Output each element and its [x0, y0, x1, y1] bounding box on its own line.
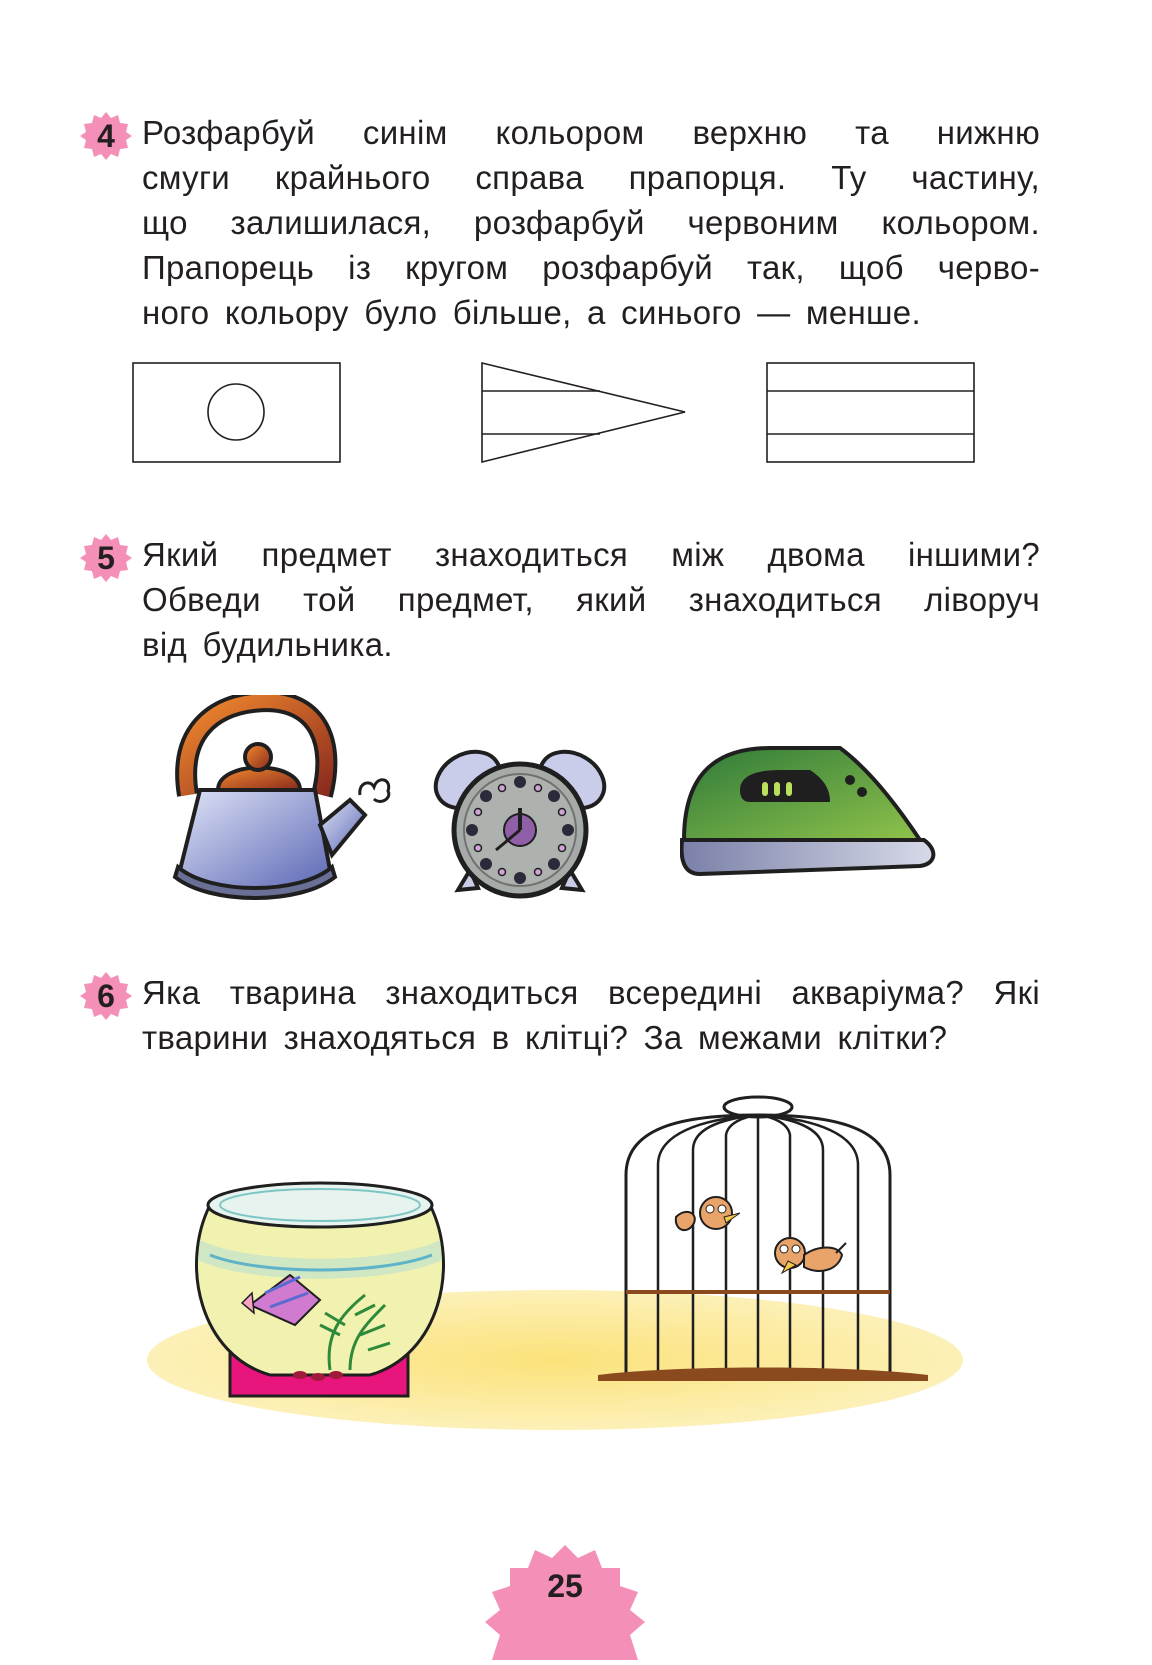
text-line: що залишилася, розфарбуй червоним кольором.: [142, 204, 1040, 241]
text-line: Обведи той предмет, який знаходиться ліворуч: [142, 581, 1040, 618]
page-number: 25: [547, 1568, 583, 1604]
text-line: від будильника.: [142, 626, 393, 663]
text-line: Розфарбуй синім кольором верхню та нижню: [142, 114, 1040, 151]
text-line: Який предмет знаходиться між двома іншими?: [142, 536, 1040, 573]
task-number: 4: [97, 118, 115, 154]
task-instructions: [142, 110, 1040, 335]
task-number: 6: [97, 978, 115, 1014]
fishbowl-icon[interactable]: [190, 1165, 450, 1405]
text-line: тварини знаходяться в клітці? За межами клітки?: [142, 1019, 948, 1056]
flag-pennant-icon[interactable]: [480, 362, 690, 466]
flag-circle-icon[interactable]: [132, 362, 342, 464]
task-number-badge: [80, 532, 132, 584]
task-number-badge: [80, 970, 132, 1022]
task-5: [80, 532, 1040, 667]
task-4: [80, 110, 1040, 335]
iron-icon[interactable]: [680, 740, 940, 890]
text-line: смуги крайнього справа прапорця. Ту частину,: [142, 159, 1040, 196]
text-line: ного кольору було більше, а синього — менше.: [142, 294, 921, 331]
task-instructions: [142, 970, 1040, 1060]
kettle-icon[interactable]: [170, 695, 395, 905]
flag-stripes-icon[interactable]: [766, 362, 976, 464]
task-6: [80, 970, 1040, 1060]
task-instructions: [142, 532, 1040, 667]
task-number: 5: [97, 540, 115, 576]
alarm-clock-icon[interactable]: [430, 740, 610, 900]
birdcage-icon[interactable]: [598, 1095, 928, 1395]
text-line: Яка тварина знаходиться всередині акваріума? Які: [142, 974, 1040, 1011]
text-line: Прапорець із кругом розфарбуй так, щоб черво-: [142, 249, 1040, 286]
page-number-badge: [470, 1540, 660, 1660]
task-number-badge: [80, 110, 132, 162]
